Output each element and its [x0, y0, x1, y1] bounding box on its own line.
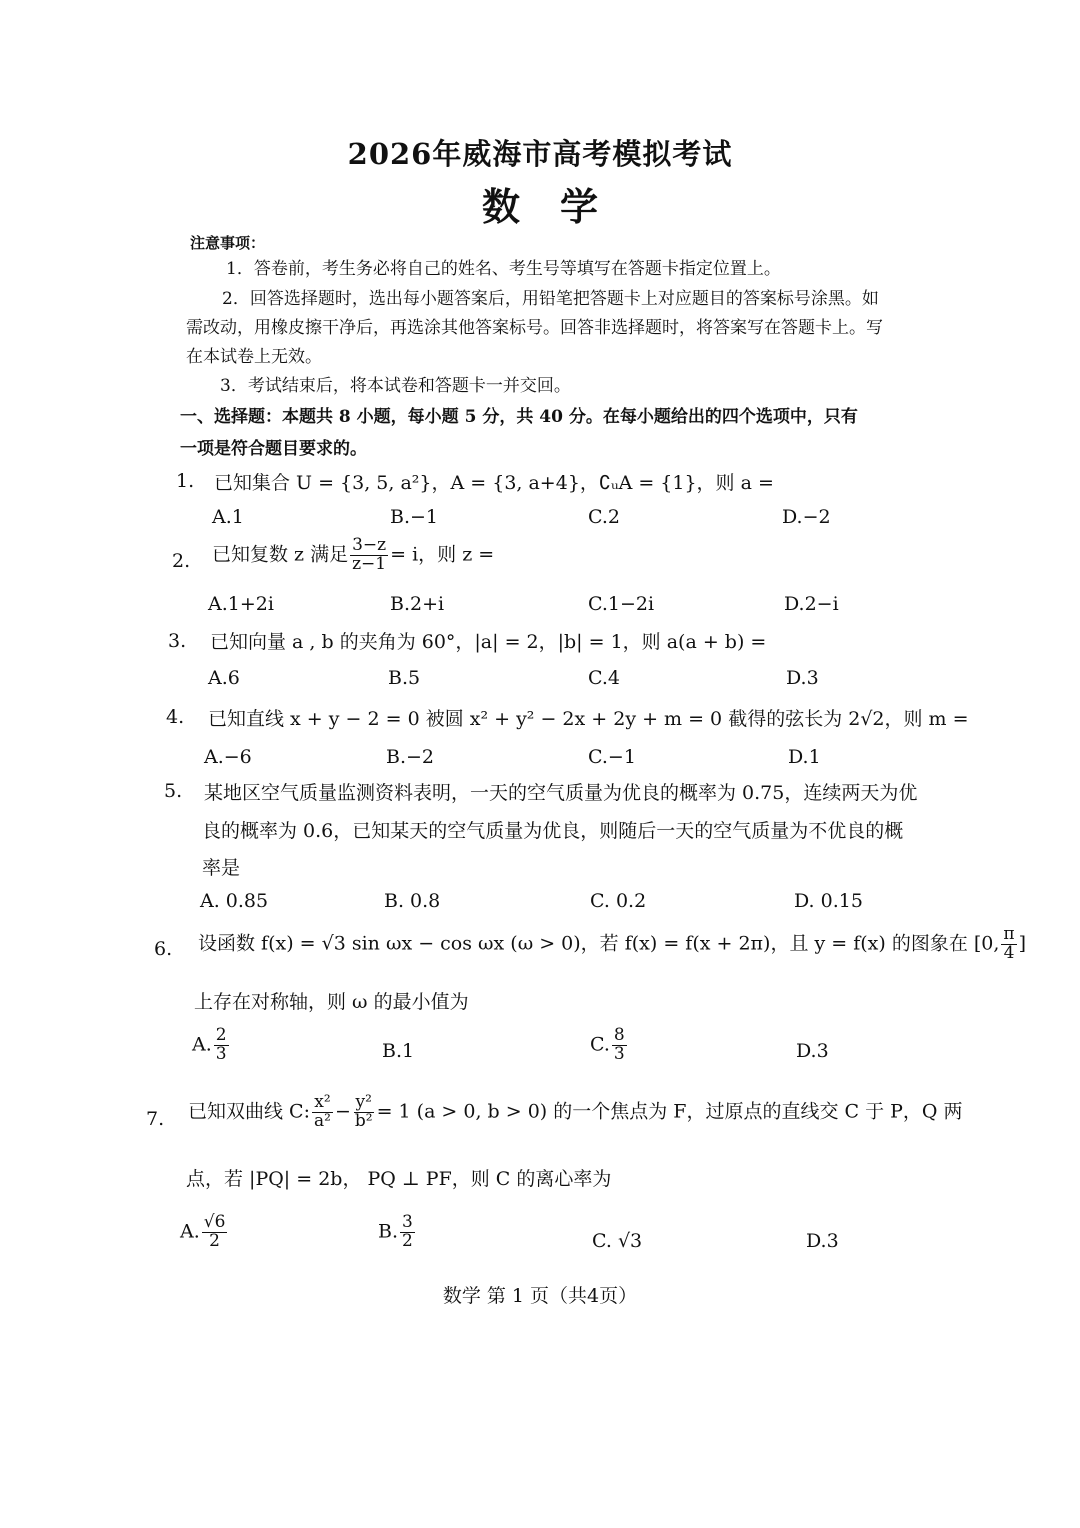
fraction-denominator: 4 [1003, 942, 1015, 963]
option-c: C. 0.2 [590, 890, 647, 912]
option-d: D.3 [806, 1230, 839, 1252]
fraction [350, 537, 388, 574]
option-b: B.−1 [390, 506, 439, 528]
note-line: 2．回答选择题时，选出每小题答案后，用铅笔把答题卡上对应题目的答案标号涂黑。如 [222, 289, 879, 309]
option-d: D.−2 [782, 506, 831, 528]
fraction-denominator: a² [313, 1110, 331, 1131]
option-c: C.2 [588, 506, 620, 528]
option-label: A. [192, 1033, 212, 1056]
question-stem-line: 上存在对称轴，则 ω 的最小值为 [194, 991, 469, 1013]
fraction-denominator: b² [354, 1110, 373, 1131]
question-stem: 已知直线 x + y − 2 = 0 被圆 x² + y² − 2x + 2y + m = 0 截得的弦长为 2√2，则 m = [208, 708, 969, 730]
question-stem-line: 某地区空气质量监测资料表明，一天的空气质量为优良的概率为 0.75，连续两天为优 [204, 782, 918, 804]
question-number: 5. [164, 780, 183, 802]
notes-heading: 注意事项： [190, 234, 266, 252]
question-stem [188, 1094, 963, 1131]
fraction-numerator: x² [314, 1092, 331, 1112]
stem-text: = 1 (a > 0, b > 0) 的一个焦点为 F，过原点的直线交 C 于 P，Q 两 [376, 1100, 963, 1123]
minus-sign: − [334, 1100, 351, 1123]
option-a: A.1+2i [208, 593, 274, 615]
option-a [180, 1214, 229, 1251]
fraction [202, 1214, 228, 1251]
stem-text: 已知复数 z 满足 [212, 543, 349, 566]
question-number: 1. [176, 470, 195, 492]
question-number: 2. [172, 550, 191, 572]
option-d: D. 0.15 [794, 890, 863, 912]
question-stem-line: 率是 [202, 857, 241, 879]
fraction-denominator: 2 [209, 1230, 220, 1251]
option-b: B.2+i [390, 593, 445, 615]
question-number: 4. [166, 706, 185, 728]
fraction [353, 1094, 375, 1131]
option-label: C. [590, 1033, 610, 1056]
option-b: B.1 [382, 1040, 415, 1062]
fraction-numerator: y² [355, 1092, 372, 1112]
option-d: D.3 [796, 1040, 829, 1062]
option-c: C. √3 [592, 1230, 643, 1252]
option-a [192, 1027, 231, 1064]
question-stem: 已知集合 U = {3, 5, a²}，A = {3, a+4}，∁ᵤA = {1}，则 a = [214, 472, 774, 494]
option-d: D.1 [788, 746, 821, 768]
option-label: B. [378, 1220, 399, 1243]
fraction-numerator: π [1003, 924, 1015, 944]
note-line: 在本试卷上无效。 [186, 347, 322, 367]
exam-title: 2026年威海市高考模拟考试 [347, 137, 733, 171]
fraction-denominator: z−1 [352, 553, 387, 574]
note-line: 1．答卷前，考生务必将自己的姓名、考生号等填写在答题卡指定位置上。 [226, 259, 781, 279]
option-a: A. 0.85 [200, 890, 269, 912]
note-line: 3．考试结束后，将本试卷和答题卡一并交回。 [220, 376, 571, 396]
option-d: D.2−i [784, 593, 839, 615]
question-stem: 已知向量 a , b 的夹角为 60°，|a| = 2，|b| = 1，则 a(a + b) = [210, 631, 767, 653]
fraction-numerator: 3 [402, 1212, 413, 1232]
section-heading-cont: 一项是符合题目要求的。 [180, 439, 367, 459]
fraction [612, 1027, 627, 1064]
option-b: B. 0.8 [384, 890, 441, 912]
option-a: A.1 [212, 506, 244, 528]
stem-text: 设函数 f(x) = √3 sin ωx − cos ωx (ω > 0)，若 f(x) = f(x + 2π)，且 y = f(x) 的图象在 [0, [198, 932, 1000, 955]
stem-text: 已知双曲线 C: [188, 1100, 310, 1123]
option-c: C.1−2i [588, 593, 655, 615]
fraction-denominator: 3 [215, 1043, 227, 1064]
option-b: B.−2 [386, 746, 435, 768]
fraction-denominator: 2 [402, 1230, 413, 1251]
question-stem [212, 537, 494, 574]
stem-text: = i，则 z = [390, 543, 495, 566]
fraction-numerator: 3−z [352, 535, 387, 555]
question-stem-line: 良的概率为 0.6，已知某天的空气质量为优良，则随后一天的空气质量为不优良的概 [202, 820, 904, 842]
option-label: A. [180, 1220, 200, 1243]
fraction-numerator: 8 [613, 1025, 625, 1045]
option-a: A.6 [208, 667, 240, 689]
stem-text: ] [1018, 932, 1027, 955]
fraction-denominator: 3 [613, 1043, 625, 1064]
option-b: B.5 [388, 667, 421, 689]
option-c: C.4 [588, 667, 620, 689]
fraction-numerator: √6 [203, 1212, 226, 1232]
fraction [312, 1094, 333, 1131]
option-c [590, 1027, 629, 1064]
option-c: C.−1 [588, 746, 636, 768]
option-a: A.−6 [204, 746, 252, 768]
page-footer: 数学 第 1 页（共4页） [442, 1285, 638, 1307]
fraction [1001, 926, 1016, 963]
note-line: 需改动，用橡皮擦干净后，再选涂其他答案标号。回答非选择题时，将答案写在答题卡上。写 [186, 318, 883, 338]
question-stem-line: 点，若 |PQ| = 2b， PQ ⊥ PF，则 C 的离心率为 [186, 1168, 612, 1190]
option-d: D.3 [786, 667, 819, 689]
question-number: 6. [154, 938, 173, 960]
fraction [400, 1214, 415, 1251]
subject-title: 数学 [481, 184, 638, 229]
fraction [214, 1027, 229, 1064]
question-number: 3. [168, 630, 187, 652]
question-stem [198, 926, 1026, 963]
option-b [378, 1214, 417, 1251]
fraction-numerator: 2 [215, 1025, 227, 1045]
section-heading: 一、选择题：本题共 8 小题，每小题 5 分，共 40 分。在每小题给出的四个选项中，只有 [180, 407, 858, 427]
question-number: 7. [146, 1108, 165, 1130]
